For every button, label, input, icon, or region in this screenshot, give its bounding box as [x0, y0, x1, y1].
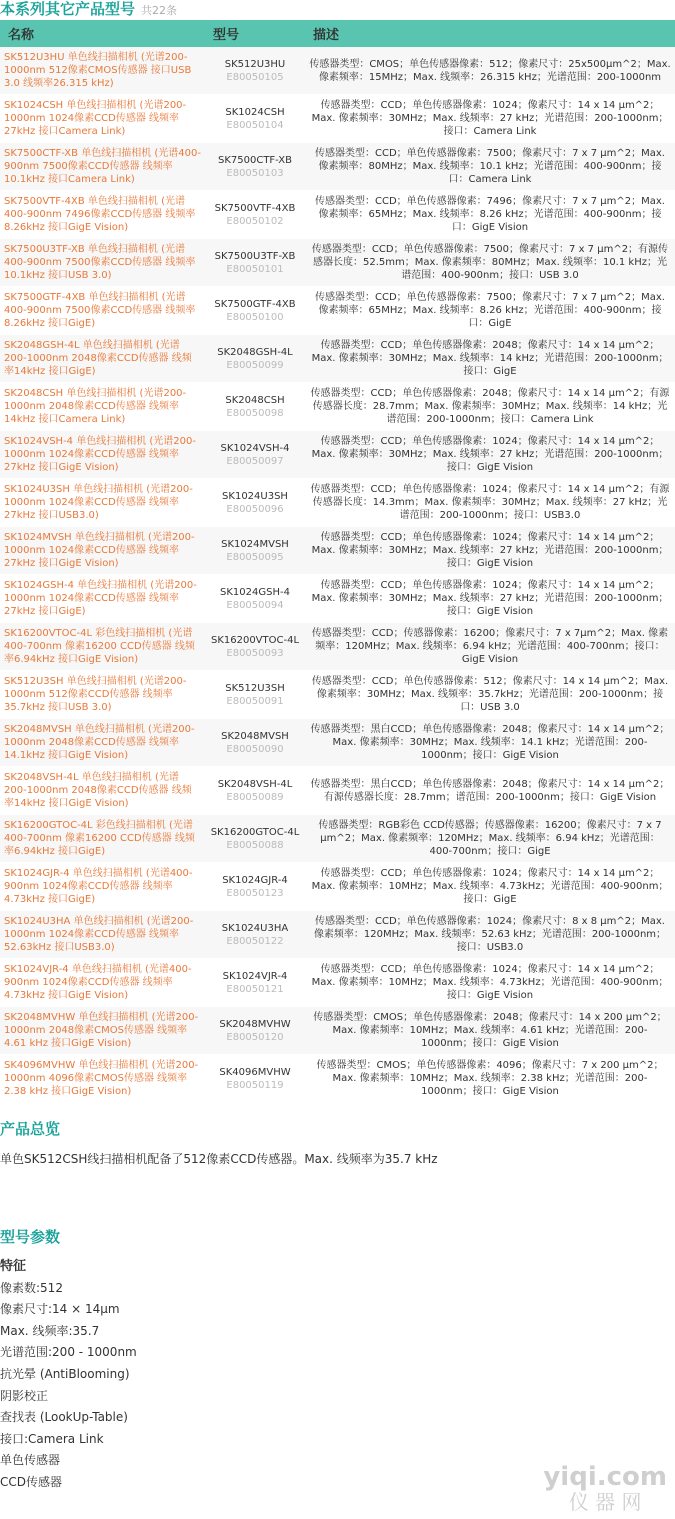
- product-description: 传感器类型：CCD；单色传感器像素：7500；像素尺寸：7 x 7 μm^2；Max. 像素频率：80MHz；Max. 线频率：10.1 kHz；光谱范围：400-900nm；接口：Camera Link: [305, 143, 675, 191]
- product-description: 传感器类型：CCD；单色传感器像素：1024；像素尺寸：14 x 14 μm^2；有源传感器长度：14.3mm；Max. 像素频率：30MHz；Max. 线频率：27 kHz；光谱范围：200-1000nm；接口：USB3.0: [305, 479, 675, 527]
- product-code: E80050123: [226, 887, 284, 899]
- table-row[interactable]: [0, 47, 675, 95]
- product-code: E80050098: [226, 407, 284, 419]
- table-row[interactable]: [0, 1055, 675, 1103]
- product-code: E80050099: [226, 359, 284, 371]
- table-row[interactable]: [0, 527, 675, 575]
- product-description: 传感器类型：CCD；传感器像素：16200；像素尺寸：7 x 7μm^2；Max. 像素频率：120MHz；Max. 线频率：6.94 kHz；光谱范围：400-700nm；接口：GigE Vision: [305, 623, 675, 671]
- feature-item: 单色传感器: [0, 1453, 61, 1468]
- product-model: SK1024U3SH: [222, 490, 288, 502]
- feature-item: CCD传感器: [0, 1474, 62, 1489]
- table-row[interactable]: [0, 431, 675, 479]
- product-model: SK1024VSH-4: [220, 442, 290, 454]
- features-heading: 特征: [0, 1259, 27, 1274]
- col-header-name: 名称: [0, 20, 205, 47]
- feature-item: 阴影校正: [0, 1388, 49, 1403]
- product-code: E80050103: [226, 167, 284, 179]
- product-model: SK7500U3TF-XB: [214, 250, 296, 262]
- product-description: 传感器类型：CCD；单色传感器像素：1024；像素尺寸：14 x 14 μm^2；Max. 像素频率：10MHz；Max. 线频率：4.73kHz；光谱范围：400-900nm；接口：GigE: [305, 863, 675, 911]
- product-description: 传感器类型：CMOS；单色传感器像素：4096；像素尺寸：7 x 200 μm^2；Max. 像素频率：10MHz；Max. 线频率：2.38 kHz；光谱范围：200-1000nm；接口：GigE Vision: [305, 1055, 675, 1103]
- product-code: E80050105: [226, 71, 284, 83]
- product-code: E80050088: [226, 839, 284, 851]
- table-row[interactable]: [0, 479, 675, 527]
- product-name-link[interactable]: SK2048MVHW 单色线扫描相机 (光谱200-1000nm 2048像素CMOS传感器 线频率4.61 kHz 接口GigE Vision): [0, 1007, 205, 1055]
- product-model: SK2048MVSH: [221, 730, 289, 742]
- product-model-cell: [205, 191, 305, 239]
- product-model-cell: [205, 815, 305, 863]
- table-row[interactable]: [0, 575, 675, 623]
- table-row[interactable]: [0, 623, 675, 671]
- product-table: [0, 20, 675, 1103]
- feature-item: Max. 线频率:35.7: [0, 1323, 100, 1338]
- series-header: [0, 0, 177, 18]
- product-code: E80050089: [226, 791, 284, 803]
- product-model-cell: [205, 959, 305, 1007]
- table-row[interactable]: [0, 719, 675, 767]
- product-description: 传感器类型：CCD；单色传感器像素：1024；像素尺寸：8 x 8 μm^2；Max. 像素频率：120MHz；Max. 线频率：52.63 kHz；光谱范围：200-1000nm；接口：USB3.0: [305, 911, 675, 959]
- table-header-row: [0, 20, 675, 47]
- product-name-link[interactable]: SK1024CSH 单色线扫描相机 (光谱200-1000nm 1024像素CCD传感器 线频率27kHz 接口Camera Link): [0, 95, 205, 143]
- product-name-link[interactable]: SK2048VSH-4L 单色线扫描相机 (光谱200-1000nm 2048像素CCD传感器 线频率14kHz 接口GigE Vision): [0, 767, 205, 815]
- product-model: SK512U3SH: [225, 682, 285, 694]
- product-model: SK2048VSH-4L: [217, 778, 293, 790]
- product-model-cell: [205, 95, 305, 143]
- product-model-cell: [205, 287, 305, 335]
- feature-item: 接口:Camera Link: [0, 1431, 104, 1446]
- table-row[interactable]: [0, 95, 675, 143]
- product-description: 传感器类型：CCD；单色传感器像素：1024；像素尺寸：14 x 14 μm^2；Max. 像素频率：10MHz；Max. 线频率：4.73kHz；光谱范围：400-900nm；接口：GigE Vision: [305, 959, 675, 1007]
- product-name-link[interactable]: SK2048GSH-4L 单色线扫描相机 (光谱200-1000nm 2048像素CCD传感器 线频率14kHz 接口GigE): [0, 335, 205, 383]
- product-model: SK7500CTF-XB: [217, 154, 293, 166]
- product-name-link[interactable]: SK1024U3HA 单色线扫描相机 (光谱200-1000nm 1024像素CCD传感器 线频率52.63kHz 接口USB3.0): [0, 911, 205, 959]
- product-name-link[interactable]: SK7500U3TF-XB 单色线扫描相机 (光谱400-900nm 7500像素CCD传感器 线频率10.1kHz 接口USB 3.0): [0, 239, 205, 287]
- product-code: E80050096: [226, 503, 284, 515]
- col-header-desc: 描述: [305, 20, 675, 47]
- series-title: 本系列其它产品型号: [0, 0, 136, 18]
- product-code: E80050097: [226, 455, 284, 467]
- product-model: SK1024GJR-4: [222, 874, 288, 886]
- product-code: E80050090: [226, 743, 284, 755]
- feature-item: 查找表 (LookUp-Table): [0, 1410, 128, 1425]
- product-name-link[interactable]: SK7500GTF-4XB 单色线扫描相机 (光谱400-900nm 7500像素CCD传感器 线频率8.26kHz 接口GigE): [0, 287, 205, 335]
- product-name-link[interactable]: SK1024GSH-4 单色线扫描相机 (光谱200-1000nm 1024像素CCD传感器 线频率27kHz 接口GigE): [0, 575, 205, 623]
- product-model: SK1024GSH-4: [220, 586, 290, 598]
- product-model-cell: [205, 911, 305, 959]
- table-row[interactable]: [0, 911, 675, 959]
- product-description: 传感器类型：CMOS；单色传感器像素：2048；像素尺寸：14 x 200 μm^2；Max. 像素频率：10MHz；Max. 线频率：4.61 kHz；光谱范围：200-1000nm；接口：GigE Vision: [305, 1007, 675, 1055]
- table-row[interactable]: [0, 959, 675, 1007]
- product-description: 传感器类型：RGB彩色 CCD传感器；传感器像素：16200；像素尺寸：7 x 7 μm^2；Max. 像素频率：120MHz；Max. 线频率：6.94 kHz；光谱范围：400-700nm；接口：GigE: [305, 815, 675, 863]
- product-code: E80050121: [226, 983, 284, 995]
- product-code: E80050101: [226, 263, 284, 275]
- product-name-link[interactable]: SK1024VJR-4 单色线扫描相机 (光谱400-900nm 1024像素CCD传感器 线频率4.73kHz 接口GigE Vision): [0, 959, 205, 1007]
- product-description: 传感器类型：CCD；单色传感器像素：512；像素尺寸：14 x 14 μm^2；Max. 像素频率：30MHz；Max. 线频率：35.7kHz；光谱范围：200-1000nm；接口：USB 3.0: [305, 671, 675, 719]
- product-model-cell: [205, 671, 305, 719]
- watermark-line2: 仪 器 网: [568, 1490, 642, 1514]
- watermark-line1: yiqi.com: [543, 1462, 667, 1492]
- watermark-logo: [543, 1463, 667, 1513]
- product-model-cell: [205, 767, 305, 815]
- product-name-link[interactable]: SK2048MVSH 单色线扫描相机 (光谱200-1000nm 2048像素CCD传感器 线频率14.1kHz 接口GigE Vision): [0, 719, 205, 767]
- product-description: 传感器类型：CCD；单色传感器像素：1024；像素尺寸：14 x 14 μm^2；Max. 像素频率：30MHz；Max. 线频率：27 kHz；光谱范围：200-1000nm；接口：GigE Vision: [305, 575, 675, 623]
- table-row[interactable]: [0, 1007, 675, 1055]
- product-name-link[interactable]: SK16200GTOC-4L 彩色线扫描相机 (光谱400-700nm 像素16200 CCD传感器 线频率6.94kHz 接口GigE): [0, 815, 205, 863]
- product-model-cell: [205, 1007, 305, 1055]
- overview-text: 单色SK512CSH线扫描相机配备了512像素CCD传感器。Max. 线频率为35.7 kHz: [0, 1152, 438, 1166]
- table-row[interactable]: [0, 767, 675, 815]
- product-code: E80050091: [226, 695, 284, 707]
- product-description: 传感器类型：CCD；单色传感器像素：7496；像素尺寸：7 x 7 μm^2；Max. 像素频率：65MHz；Max. 线频率：8.26 kHz；光谱范围：400-900nm；接口：GigE Vision: [305, 191, 675, 239]
- product-model-cell: [205, 47, 305, 95]
- product-model: SK4096MVHW: [219, 1066, 291, 1078]
- table-row[interactable]: [0, 239, 675, 287]
- product-name-link[interactable]: SK4096MVHW 单色线扫描相机 (光谱200-1000nm 4096像素CMOS传感器 线频率2.38 kHz 接口GigE Vision): [0, 1055, 205, 1103]
- product-name-link[interactable]: SK7500VTF-4XB 单色线扫描相机 (光谱400-900nm 7496像素CCD传感器 线频率8.26kHz 接口GigE Vision): [0, 191, 205, 239]
- col-header-model: 型号: [205, 20, 305, 47]
- product-model: SK7500VTF-4XB: [214, 202, 296, 214]
- product-code: E80050120: [226, 1031, 284, 1043]
- feature-item: 像素尺寸:14 × 14μm: [0, 1302, 120, 1317]
- product-model-cell: [205, 335, 305, 383]
- product-name-link[interactable]: SK7500CTF-XB 单色线扫描相机 (光谱400-900nm 7500像素CCD传感器 线频率10.1kHz 接口Camera Link): [0, 143, 205, 191]
- product-name-link[interactable]: SK1024MVSH 单色线扫描相机 (光谱200-1000nm 1024像素CCD传感器 线频率27kHz 接口GigE Vision): [0, 527, 205, 575]
- product-code: E80050102: [226, 215, 284, 227]
- table-row[interactable]: [0, 287, 675, 335]
- product-description: 传感器类型：CCD；单色传感器像素：1024；像素尺寸：14 x 14 μm^2；Max. 像素频率：30MHz；Max. 线频率：27 kHz；光谱范围：200-1000nm；接口：GigE Vision: [305, 431, 675, 479]
- product-description: 传感器类型：黑白CCD；单色传感器像素：2048；像素尺寸：14 x 14 μm^2；Max. 像素频率：30MHz；Max. 线频率：14.1 kHz；光谱范围：200-1000nm；接口：GigE Vision: [305, 719, 675, 767]
- table-row[interactable]: [0, 143, 675, 191]
- product-description: 传感器类型：CCD；单色传感器像素：2048；像素尺寸：14 x 14 μm^2；有源传感器长度：28.7mm；Max. 像素频率：30MHz；Max. 线频率：14 kHz；光谱范围：200-1000nm；接口：Camera Link: [305, 383, 675, 431]
- table-row[interactable]: [0, 671, 675, 719]
- product-name-link[interactable]: SK2048CSH 单色线扫描相机 (光谱200-1000nm 2048像素CCD传感器 线频率14kHz 接口Camera Link): [0, 383, 205, 431]
- product-name-link[interactable]: SK512U3HU 单色线扫描相机 (光谱200-1000nm 512像素CMOS传感器 接口USB 3.0 线频率26.315 kHz): [0, 47, 205, 95]
- product-model: SK2048GSH-4L: [217, 346, 293, 358]
- product-code: E80050104: [226, 119, 284, 131]
- product-name-link[interactable]: SK512U3SH 单色线扫描相机 (光谱200-1000nm 512像素CCD传感器 线频率35.7kHz 接口USB 3.0): [0, 671, 205, 719]
- feature-item: 像素数:512: [0, 1280, 63, 1295]
- product-code: E80050095: [226, 551, 284, 563]
- product-name-link[interactable]: SK16200VTOC-4L 彩色线扫描相机 (光谱400-700nm 像素16200 CCD传感器 线频率6.94kHz 接口GigE Vision): [0, 623, 205, 671]
- feature-item: 光谱范围:200 - 1000nm: [0, 1345, 137, 1360]
- product-model-cell: [205, 1055, 305, 1103]
- product-model: SK1024U3HA: [221, 922, 289, 934]
- table-row[interactable]: [0, 383, 675, 431]
- product-model-cell: [205, 575, 305, 623]
- product-description: 传感器类型：CCD；单色传感器像素：7500；像素尺寸：7 x 7 μm^2；有源传感器长度：52.5mm；Max. 像素频率：80MHz；Max. 线频率：10.1 kHz；光谱范围：400-900nm；接口：USB 3.0: [305, 239, 675, 287]
- product-code: E80050119: [226, 1079, 284, 1091]
- product-model-cell: [205, 527, 305, 575]
- product-model-cell: [205, 431, 305, 479]
- product-name-link[interactable]: SK1024GJR-4 单色线扫描相机 (光谱400-900nm 1024像素CCD传感器 线频率4.73kHz 接口GigE): [0, 863, 205, 911]
- product-description: 传感器类型：CCD；单色传感器像素：7500；像素尺寸：7 x 7 μm^2；Max. 像素频率：65MHz；Max. 线频率：8.26 kHz；光谱范围：400-900nm；接口：GigE: [305, 287, 675, 335]
- params-title: 型号参数: [0, 1228, 61, 1246]
- product-model-cell: [205, 143, 305, 191]
- product-model-cell: [205, 719, 305, 767]
- product-description: 传感器类型：CCD；单色传感器像素：2048；像素尺寸：14 x 14 μm^2；Max. 像素频率：30MHz；Max. 线频率：14 kHz；光谱范围：200-1000nm；接口：GigE: [305, 335, 675, 383]
- product-model-cell: [205, 383, 305, 431]
- feature-item: 抗光晕 (AntiBlooming): [0, 1366, 130, 1381]
- product-model-cell: [205, 479, 305, 527]
- product-model-cell: [205, 239, 305, 287]
- product-model: SK2048CSH: [225, 394, 285, 406]
- overview-title: 产品总览: [0, 1120, 61, 1138]
- product-name-link[interactable]: SK1024VSH-4 单色线扫描相机 (光谱200-1000nm 1024像素CCD传感器 线频率27kHz 接口GigE Vision): [0, 431, 205, 479]
- product-code: E80050094: [226, 599, 284, 611]
- product-model-cell: [205, 623, 305, 671]
- product-model: SK512U3HU: [224, 58, 286, 70]
- product-description: 传感器类型：CMOS；单色传感器像素：512；像素尺寸：25x500μm^2；Max. 像素频率：15MHz；Max. 线频率：26.315 kHz；光谱范围：200-1000nm: [305, 47, 675, 95]
- product-code: E80050100: [226, 311, 284, 323]
- product-description: 传感器类型：CCD；单色传感器像素：1024；像素尺寸：14 x 14 μm^2；Max. 像素频率：30MHz；Max. 线频率：27 kHz；光谱范围：200-1000nm；接口：GigE Vision: [305, 527, 675, 575]
- product-model: SK2048MVHW: [219, 1018, 291, 1030]
- product-code: E80050122: [226, 935, 284, 947]
- table-row[interactable]: [0, 335, 675, 383]
- table-row[interactable]: [0, 191, 675, 239]
- product-model: SK16200GTOC-4L: [210, 826, 300, 838]
- product-model-cell: [205, 863, 305, 911]
- product-description: 传感器类型：黑白CCD；单色传感器像素：2048；像素尺寸：14 x 14 μm^2；有源传感器长度：28.7mm；谱范围：200-1000nm；接口：GigE Vision: [305, 767, 675, 815]
- product-model: SK1024CSH: [225, 106, 285, 118]
- product-model: SK1024VJR-4: [222, 970, 288, 982]
- product-model: SK16200VTOC-4L: [210, 634, 300, 646]
- product-name-link[interactable]: SK1024U3SH 单色线扫描相机 (光谱200-1000nm 1024像素CCD传感器 线频率27kHz 接口USB3.0): [0, 479, 205, 527]
- series-count: 共22条: [141, 4, 178, 17]
- features-list: [0, 1256, 137, 1494]
- product-model: SK1024MVSH: [221, 538, 289, 550]
- table-row[interactable]: [0, 863, 675, 911]
- product-model: SK7500GTF-4XB: [214, 298, 296, 310]
- table-row[interactable]: [0, 815, 675, 863]
- product-description: 传感器类型：CCD；单色传感器像素：1024；像素尺寸：14 x 14 μm^2；Max. 像素频率：30MHz；Max. 线频率：27 kHz；光谱范围：200-1000nm；接口：Camera Link: [305, 95, 675, 143]
- product-code: E80050093: [226, 647, 284, 659]
